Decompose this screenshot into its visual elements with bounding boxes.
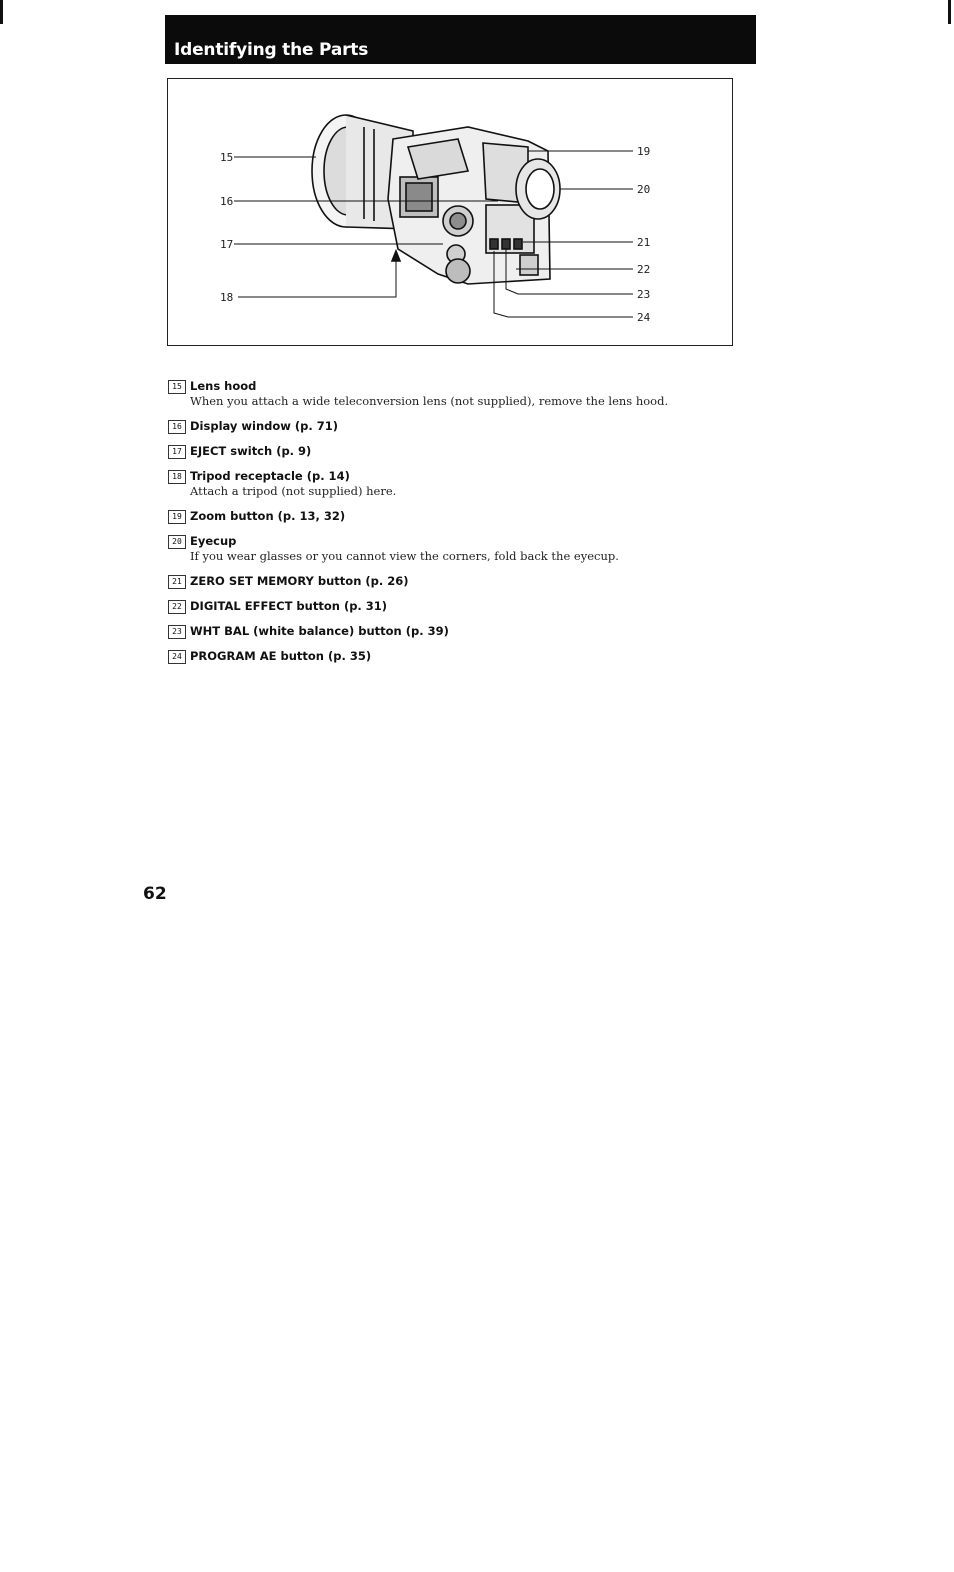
callout-label: 20 <box>637 183 651 196</box>
part-number: 21 <box>168 575 186 589</box>
part-title: Lens hood <box>190 379 257 393</box>
part-number: 16 <box>168 420 186 434</box>
callout-label: 19 <box>637 145 651 158</box>
section-title: Identifying the Parts <box>174 40 369 60</box>
part-item <box>168 599 728 614</box>
part-description: Attach a tripod (not supplied) here. <box>190 484 397 498</box>
part-item <box>168 379 728 409</box>
part-description: If you wear glasses or you cannot view the corners, fold back the eyecup. <box>190 549 619 563</box>
right-edge-mark <box>948 0 951 24</box>
callout-label: 22 <box>637 263 651 276</box>
part-title: DIGITAL EFFECT button (p. 31) <box>190 599 388 613</box>
callout-label: 16 <box>220 195 234 208</box>
part-title: EJECT switch (p. 9) <box>190 444 312 458</box>
part-description: When you attach a wide teleconversion lens (not supplied), remove the lens hood. <box>190 394 669 408</box>
part-item <box>168 469 728 499</box>
part-title: Display window (p. 71) <box>190 419 339 433</box>
part-item <box>168 444 728 459</box>
parts-list <box>168 379 728 674</box>
camcorder-illustration <box>168 79 734 347</box>
part-title: Zoom button (p. 13, 32) <box>190 509 346 523</box>
callout-label: 23 <box>637 288 651 301</box>
part-item <box>168 649 728 664</box>
part-title: Eyecup <box>190 534 237 548</box>
callout-label: 15 <box>220 151 234 164</box>
part-number: 17 <box>168 445 186 459</box>
part-number: 20 <box>168 535 186 549</box>
part-number: 22 <box>168 600 186 614</box>
callout-label: 24 <box>637 311 651 324</box>
part-item <box>168 419 728 434</box>
camcorder-figure <box>167 78 733 346</box>
part-number: 15 <box>168 380 186 394</box>
part-number: 18 <box>168 470 186 484</box>
part-title: ZERO SET MEMORY button (p. 26) <box>190 574 409 588</box>
camcorder-drawing <box>238 115 560 297</box>
part-title: Tripod receptacle (p. 14) <box>190 469 350 483</box>
part-title: PROGRAM AE button (p. 35) <box>190 649 372 663</box>
left-edge-mark <box>0 0 3 24</box>
callout-label: 18 <box>220 291 234 304</box>
page-number: 62 <box>143 884 167 904</box>
callout-label: 17 <box>220 238 234 251</box>
part-item <box>168 574 728 589</box>
part-title: WHT BAL (white balance) button (p. 39) <box>190 624 449 638</box>
callout-label: 21 <box>637 236 651 249</box>
part-number: 24 <box>168 650 186 664</box>
part-number: 19 <box>168 510 186 524</box>
part-item <box>168 624 728 639</box>
part-item <box>168 509 728 524</box>
part-number: 23 <box>168 625 186 639</box>
part-item <box>168 534 728 564</box>
